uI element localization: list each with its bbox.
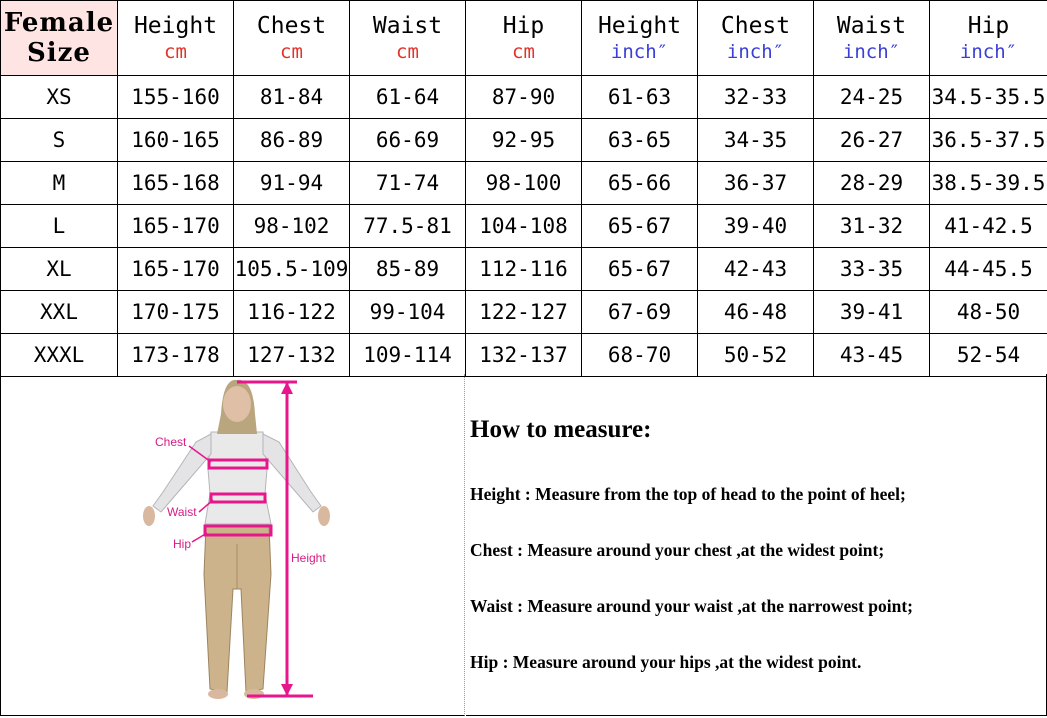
table-cell: 31-32 [814, 205, 930, 248]
table-cell: 61-64 [350, 76, 466, 119]
hip-label: Hip [173, 537, 192, 551]
table-cell: 86-89 [234, 119, 350, 162]
table-cell: 65-67 [582, 205, 698, 248]
corner-header-line: Size [27, 38, 91, 68]
column-header-unit: inch″ [959, 40, 1018, 63]
table-cell: 68-70 [582, 334, 698, 377]
table-cell: 34-35 [698, 119, 814, 162]
table-cell: 165-170 [118, 205, 234, 248]
table-cell: 173-178 [118, 334, 234, 377]
table-cell: 34.5-35.5 [930, 76, 1047, 119]
table-cell: 44-45.5 [930, 248, 1047, 291]
column-header-label: Chest [720, 12, 791, 39]
column-header-unit: inch″ [842, 40, 901, 63]
column-header-unit: inch″ [610, 40, 669, 63]
column-header [234, 1, 350, 76]
chest-label: Chest [155, 435, 187, 449]
table-cell: 132-137 [466, 334, 582, 377]
column-header-label: Chest [256, 12, 327, 39]
hip-instruction: Hip : Measure around your hips ,at the widest point. [470, 652, 862, 672]
size-cell: L [1, 205, 118, 248]
table-cell: 91-94 [234, 162, 350, 205]
table-cell: 112-116 [466, 248, 582, 291]
size-cell: XS [1, 76, 118, 119]
table-cell: 41-42.5 [930, 205, 1047, 248]
size-cell: S [1, 119, 118, 162]
column-header-label: Hip [967, 12, 1010, 39]
size-cell: XXL [1, 291, 118, 334]
figure-person [143, 380, 330, 699]
table-cell: 87-90 [466, 76, 582, 119]
table-cell: 104-108 [466, 205, 582, 248]
table-cell: 36-37 [698, 162, 814, 205]
table-cell: 26-27 [814, 119, 930, 162]
column-header [814, 1, 930, 76]
table-cell: 39-41 [814, 291, 930, 334]
size-chart-body [1, 1, 1047, 377]
table-row [1, 162, 1047, 205]
how-to-measure-title: How to measure: [470, 416, 652, 443]
corner-header-line: Female [3, 8, 115, 38]
column-header [118, 1, 234, 76]
table-cell: 99-104 [350, 291, 466, 334]
column-header-label: Waist [836, 12, 907, 39]
column-header-unit: cm [512, 40, 535, 63]
table-cell: 33-35 [814, 248, 930, 291]
table-cell: 77.5-81 [350, 205, 466, 248]
column-header-label: Height [597, 12, 682, 39]
table-cell: 46-48 [698, 291, 814, 334]
waist-label: Waist [167, 505, 197, 519]
table-row [1, 248, 1047, 291]
table-cell: 48-50 [930, 291, 1047, 334]
column-header [930, 1, 1047, 76]
column-header-label: Hip [502, 12, 545, 39]
table-cell: 81-84 [234, 76, 350, 119]
table-cell: 170-175 [118, 291, 234, 334]
table-cell: 39-40 [698, 205, 814, 248]
size-cell: M [1, 162, 118, 205]
table-cell: 105.5-109 [234, 248, 350, 291]
how-to-measure-panel [466, 374, 1047, 716]
table-row [1, 291, 1047, 334]
table-cell: 165-168 [118, 162, 234, 205]
table-cell: 71-74 [350, 162, 466, 205]
table-cell: 67-69 [582, 291, 698, 334]
table-cell: 24-25 [814, 76, 930, 119]
column-header-label: Height [133, 12, 218, 39]
table-row [1, 76, 1047, 119]
height-label: Height [291, 551, 326, 565]
body-measurement-figure [1, 374, 466, 716]
table-cell: 28-29 [814, 162, 930, 205]
table-cell: 85-89 [350, 248, 466, 291]
column-header [698, 1, 814, 76]
table-cell: 92-95 [466, 119, 582, 162]
table-cell: 122-127 [466, 291, 582, 334]
column-header-unit: cm [396, 40, 419, 63]
column-header-unit: inch″ [726, 40, 785, 63]
column-header-unit: cm [280, 40, 303, 63]
table-cell: 61-63 [582, 76, 698, 119]
table-cell: 155-160 [118, 76, 234, 119]
table-cell: 66-69 [350, 119, 466, 162]
size-cell: XL [1, 248, 118, 291]
column-header [466, 1, 582, 76]
table-row [1, 119, 1047, 162]
table-cell: 98-102 [234, 205, 350, 248]
table-cell: 65-67 [582, 248, 698, 291]
table-cell: 32-33 [698, 76, 814, 119]
header-row [1, 1, 1047, 76]
table-cell: 63-65 [582, 119, 698, 162]
table-row [1, 334, 1047, 377]
table-cell: 165-170 [118, 248, 234, 291]
table-cell: 116-122 [234, 291, 350, 334]
corner-header [1, 1, 118, 76]
column-header-unit: cm [164, 40, 187, 63]
table-cell: 98-100 [466, 162, 582, 205]
table-row [1, 205, 1047, 248]
column-header [582, 1, 698, 76]
waist-instruction: Waist : Measure around your waist ,at the narrowest point; [470, 596, 914, 616]
column-header-label: Waist [372, 12, 443, 39]
table-cell: 36.5-37.5 [930, 119, 1047, 162]
table-cell: 38.5-39.5 [930, 162, 1047, 205]
table-cell: 127-132 [234, 334, 350, 377]
size-cell: XXXL [1, 334, 118, 377]
table-cell: 43-45 [814, 334, 930, 377]
table-cell: 109-114 [350, 334, 466, 377]
table-cell: 65-66 [582, 162, 698, 205]
measurement-figure-panel [0, 374, 465, 716]
column-header [350, 1, 466, 76]
table-cell: 160-165 [118, 119, 234, 162]
chest-instruction: Chest : Measure around your chest ,at the widest point; [470, 540, 885, 560]
table-cell: 52-54 [930, 334, 1047, 377]
table-cell: 42-43 [698, 248, 814, 291]
table-cell: 50-52 [698, 334, 814, 377]
height-instruction: Height : Measure from the top of head to the point of heel; [470, 484, 906, 504]
